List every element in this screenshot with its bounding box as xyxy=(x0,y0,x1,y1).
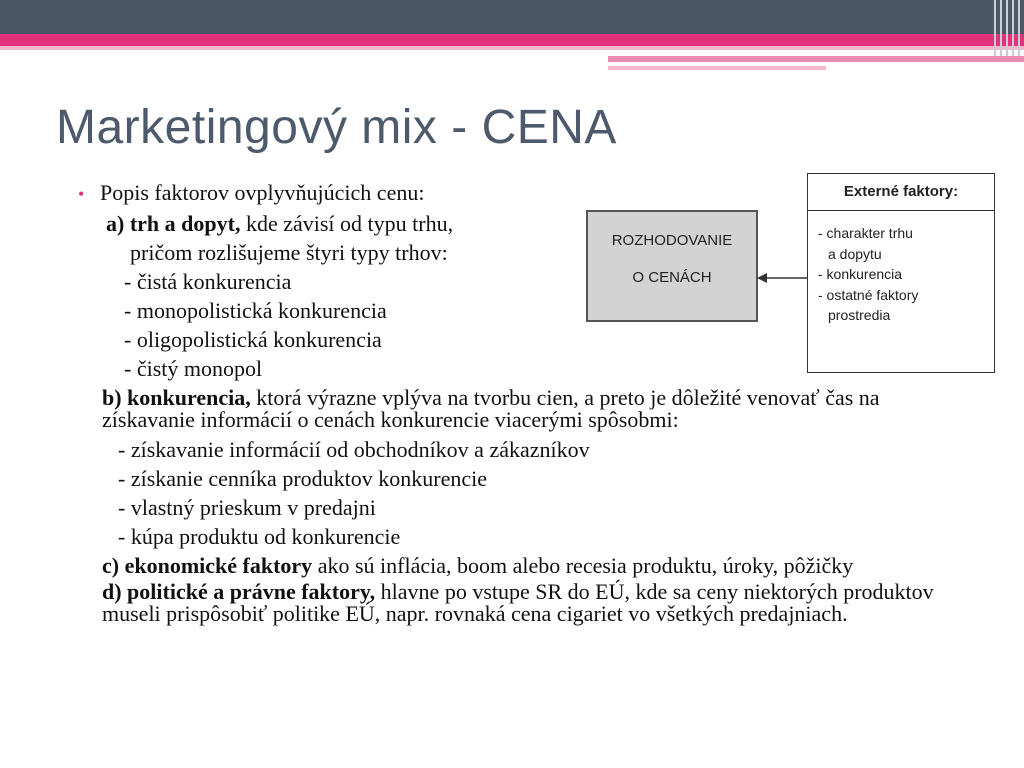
point-c-text: ako sú inflácia, boom alebo recesia produktu, úroky, pôžičky xyxy=(312,553,854,578)
point-b-text: ktorá výrazne vplýva na tvorbu cien, a preto je dôležité venovať čas na získavanie informácií o cenách konkurencie viacerými spôsobmi: xyxy=(102,385,880,432)
arrow-left-icon xyxy=(755,268,811,288)
list-item: - vlastný prieskum v predajni xyxy=(118,495,376,520)
point-b xyxy=(78,387,962,431)
decor-lines xyxy=(992,0,1024,56)
external-factors-title: Externé faktory: xyxy=(808,174,994,211)
point-b-label: b) konkurencia, xyxy=(102,385,251,410)
decor-stripe xyxy=(608,56,1024,62)
list-item: - charakter trhu xyxy=(818,225,913,241)
decor-stripe xyxy=(0,46,1024,50)
list-item: - konkurencia xyxy=(818,266,903,282)
point-a-text: kde závisí od typu trhu, xyxy=(240,211,454,236)
point-d xyxy=(78,581,962,625)
decision-label: ROZHODOVANIE xyxy=(611,232,733,249)
list-item: - čistá konkurencia xyxy=(124,269,292,294)
point-c-label: c) ekonomické faktory xyxy=(102,553,313,578)
decision-box xyxy=(586,210,758,322)
external-factors-box xyxy=(807,173,995,373)
list-item: prostredia xyxy=(828,307,891,323)
decor-stripe xyxy=(608,66,826,70)
point-c xyxy=(78,555,962,577)
list-item: - monopolistická konkurencia xyxy=(124,298,387,323)
list-item: - čistý monopol xyxy=(124,356,263,381)
point-d-text: hlavne po vstupe SR do EÚ, kde sa ceny niektorých produktov museli prispôsobiť politike EÚ, napr. rovnaká cena cigariet vo všetkých predajniach. xyxy=(102,579,934,626)
bullet-icon: • xyxy=(78,184,85,204)
external-factors-list xyxy=(818,223,994,326)
decor-stripe xyxy=(0,34,1024,46)
list-item: - ostatné faktory xyxy=(818,286,919,303)
point-d-label: d) politické a právne faktory, xyxy=(102,579,376,604)
slide-title: Marketingový mix - CENA xyxy=(56,101,617,154)
list-item: - kúpa produktu od konkurencie xyxy=(118,524,401,549)
decision-label: O CENÁCH xyxy=(632,269,712,286)
list-item: - získavanie informácií od obchodníkov a zákazníkov xyxy=(118,437,590,462)
list-item: a dopytu xyxy=(828,245,882,262)
list-item: - získanie cenníka produktov konkurencie xyxy=(118,466,487,491)
top-banner xyxy=(0,0,1024,34)
intro-text: Popis faktorov ovplyvňujúcich cenu: xyxy=(100,180,425,205)
point-a-cont: pričom rozlišujeme štyri typy trhov: xyxy=(130,240,448,265)
point-a-label: a) trh a dopyt, xyxy=(106,211,241,236)
list-item: - oligopolistická konkurencia xyxy=(124,327,382,352)
